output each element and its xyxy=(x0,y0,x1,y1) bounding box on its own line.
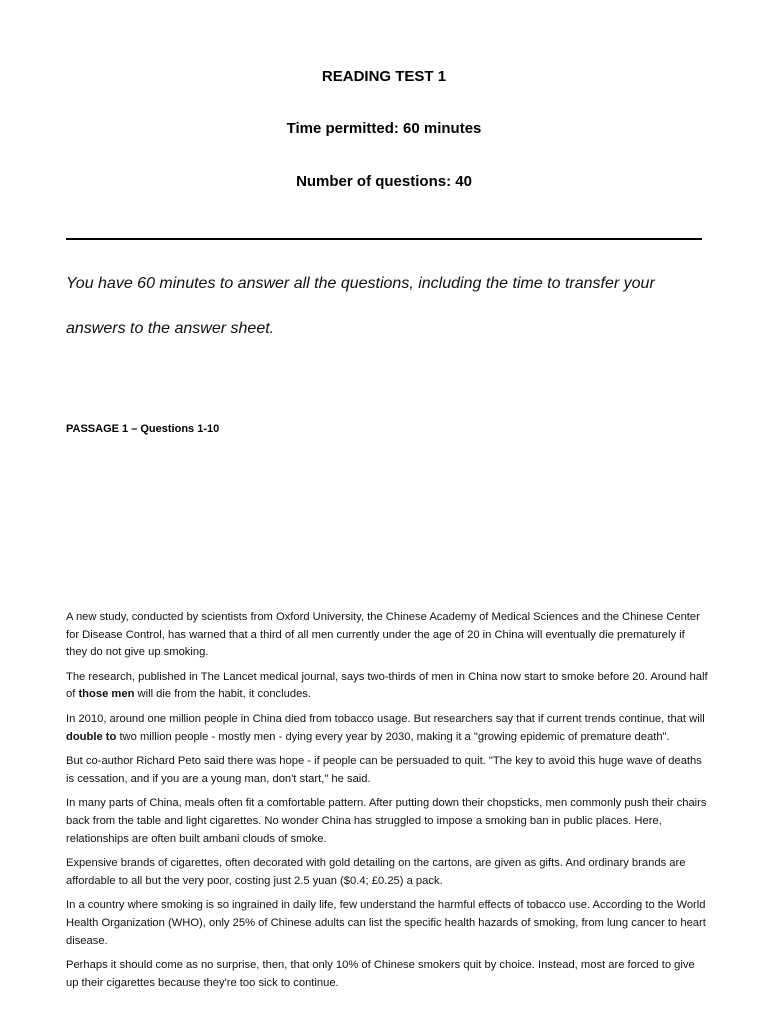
paragraph-2 xyxy=(66,669,708,704)
paragraph-2-text-c: will die from the habit, it concludes. xyxy=(134,688,312,701)
number-of-questions: Number of questions: 40 xyxy=(296,173,472,190)
paragraph-3-text-a: In 2010, around one million people in China died from tobacco usage. But researchers say that if current trends continue, that will xyxy=(66,712,705,725)
highlighted-phrase-those-men: those men xyxy=(78,688,135,701)
paragraph-4: But co-author Richard Peto said there was hope - if people can be persuaded to quit. "The key to avoid this huge wave of deaths is cessation, and if you are a young man, don't start," he said. xyxy=(66,755,702,785)
paragraph-6: Expensive brands of cigarettes, often decorated with gold detailing on the cartons, are given as gifts. And ordinary brands are affordable to all but the very poor, costing just 2.5 yuan ($0.4; £0.25) a pack. xyxy=(66,857,686,887)
highlighted-phrase-double-to: double to xyxy=(66,730,117,743)
passage-body xyxy=(66,609,708,999)
paragraph-3-text-c: two million people - mostly men - dying every year by 2030, making it a "growing epidemic of premature death". xyxy=(116,730,670,743)
paragraph-7: In a country where smoking is so ingrained in daily life, few understand the harmful effects of tobacco use. According to the World Health Organization (WHO), only 25% of Chinese adults can list the specific health hazards of smoking, from lung cancer to heart disease. xyxy=(66,899,706,947)
paragraph-1: A new study, conducted by scientists from Oxford University, the Chinese Academy of Medical Sciences and the Chinese Center for Disease Control, has warned that a third of all men currently under the age of 20 in China will eventually die prematurely if they do not give up smoking. xyxy=(66,611,700,659)
paragraph-2-text-a: The research, published in The Lancet medical journal, says two-thirds of men in China now start to smoke before 20. Around half of xyxy=(66,670,708,701)
time-permitted: Time permitted: 60 minutes xyxy=(286,120,482,137)
paragraph-8: Perhaps it should come as no surprise, then, that only 10% of Chinese smokers quit by choice. Instead, most are forced to give up their cigarettes because they're too sick to continue. xyxy=(66,959,695,989)
passage-title: PASSAGE 1 – Questions 1-10 xyxy=(66,423,220,435)
instructions-line-1: You have 60 minutes to answer all the questions, including the time to transfer your xyxy=(66,275,655,292)
test-title: READING TEST 1 xyxy=(321,68,447,85)
horizontal-rule xyxy=(66,238,702,240)
instructions-line-2: answers to the answer sheet. xyxy=(66,320,275,337)
paragraph-3 xyxy=(66,711,708,746)
paragraph-5: In many parts of China, meals often fit a comfortable pattern. After putting down their chopsticks, men commonly push their chairs back from the table and light cigarettes. No wonder China has struggled to impose a smoking ban in public places. Here, relationships are often built ambani clouds of smoke. xyxy=(66,797,707,845)
